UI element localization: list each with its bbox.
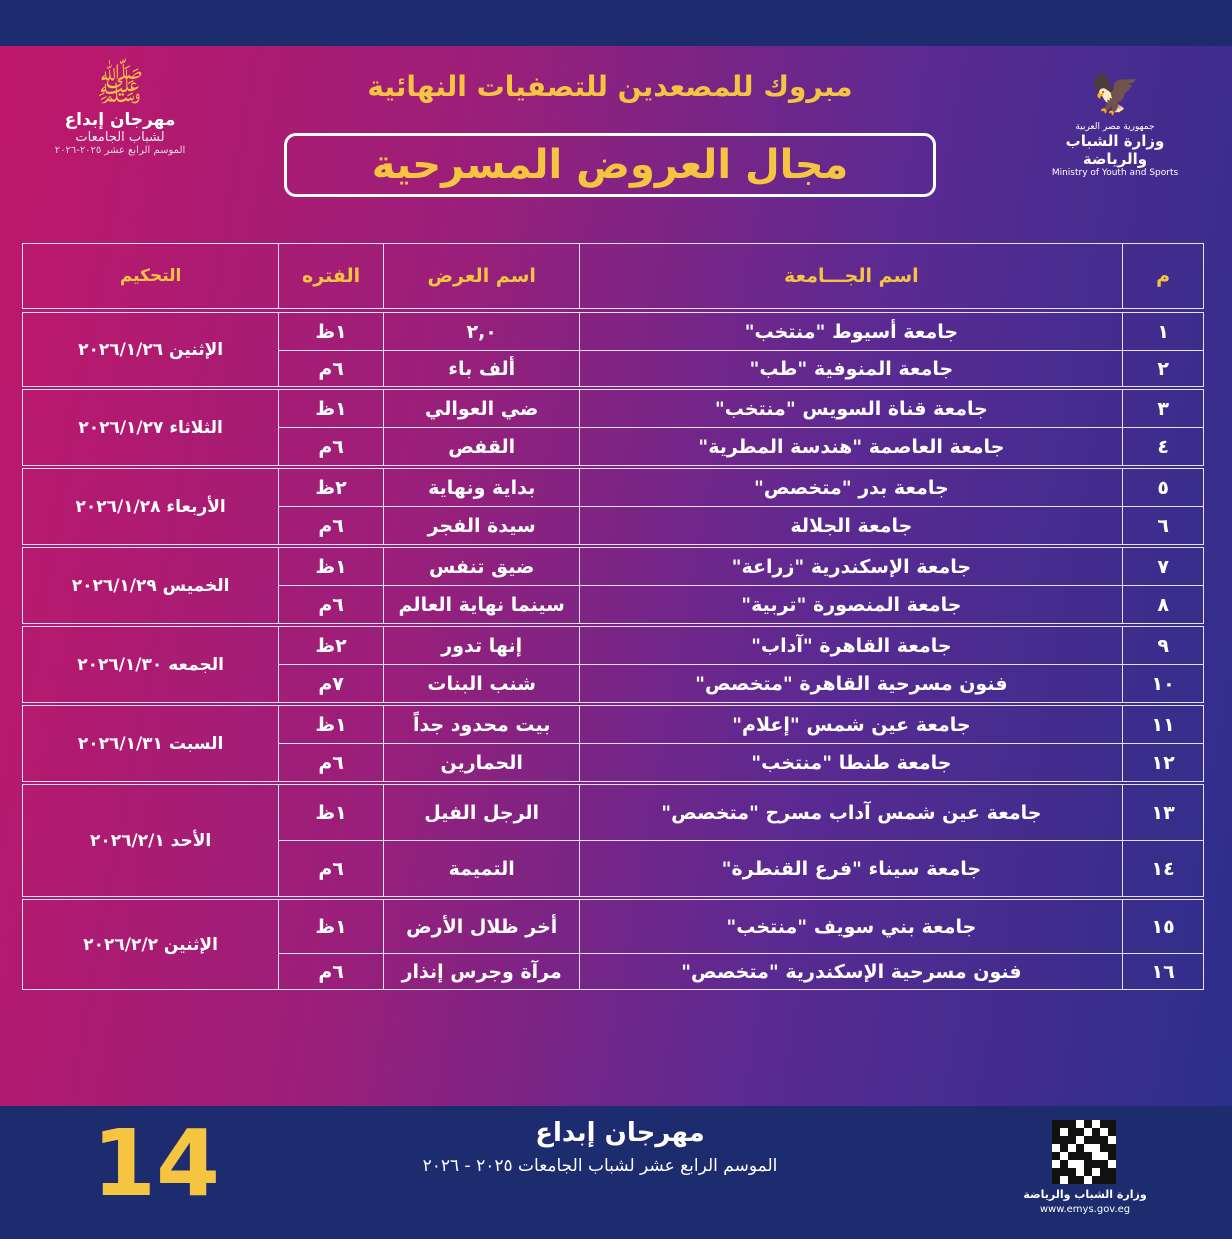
row-university: جامعة بدر "متخصص" (580, 469, 1123, 507)
row-show: سينما نهاية العالم (383, 586, 579, 624)
table-row (23, 706, 1204, 744)
row-num: ٤ (1123, 428, 1204, 466)
row-num: ١٦ (1123, 954, 1204, 990)
qr-caption: وزارة الشباب والرياضة (1023, 1188, 1147, 1201)
row-time: ١ظ (279, 785, 384, 841)
season-number: 14 (92, 1110, 221, 1217)
row-university: جامعة بني سويف "منتخب" (580, 900, 1123, 954)
row-university: جامعة المنوفية "طب" (580, 351, 1123, 387)
row-judging-date: الخميس ٢٠٢٦/١/٢٩ (23, 548, 279, 624)
row-show: سيدة الفجر (383, 507, 579, 545)
footer-title: مهرجان إبداع (535, 1118, 705, 1148)
header-university: اسم الجـــامعة (580, 244, 1123, 309)
row-judging-date: الأربعاء ٢٠٢٦/١/٢٨ (23, 469, 279, 545)
row-judging-date: الجمعه ٢٠٢٦/١/٣٠ (23, 627, 279, 703)
header-judging: التحكيم (23, 244, 279, 309)
row-university: فنون مسرحية القاهرة "متخصص" (580, 665, 1123, 703)
header-show: اسم العرض (383, 244, 579, 309)
row-time: ٢ظ (279, 627, 384, 665)
row-show: بيت محدود جداً (383, 706, 579, 744)
festival-logo (50, 64, 190, 184)
row-university: جامعة القاهرة "آداب" (580, 627, 1123, 665)
row-judging-date: الأحد ٢٠٢٦/٢/١ (23, 785, 279, 897)
row-num: ١ (1123, 313, 1204, 351)
title-box (284, 133, 936, 197)
page-title: مجال العروض المسرحية (371, 142, 849, 188)
row-num: ٣ (1123, 390, 1204, 428)
row-time: ٦م (279, 507, 384, 545)
ministry-country: جمهورية مصر العربية (1075, 122, 1155, 132)
header-num: م (1123, 244, 1204, 309)
row-time: ٦م (279, 954, 384, 990)
schedule-table (22, 243, 1204, 990)
table-header-row (23, 244, 1204, 309)
row-show: بداية ونهاية (383, 469, 579, 507)
festival-logo-season: الموسم الرابع عشر ٢٠٢٥-٢٠٢٦ (54, 145, 186, 156)
row-show: ضي العوالي (383, 390, 579, 428)
ministry-name-en: Ministry of Youth and Sports (1051, 168, 1179, 178)
row-show: القفص (383, 428, 579, 466)
top-band (0, 0, 1232, 46)
row-time: ٦م (279, 744, 384, 782)
row-show: إنها تدور (383, 627, 579, 665)
row-university: فنون مسرحية الإسكندرية "متخصص" (580, 954, 1123, 990)
row-time: ١ظ (279, 390, 384, 428)
row-judging-date: السبت ٢٠٢٦/١/٣١ (23, 706, 279, 782)
table-row (23, 785, 1204, 841)
row-university: جامعة عين شمس آداب مسرح "متخصص" (580, 785, 1123, 841)
row-judging-date: الثلاثاء ٢٠٢٦/١/٢٧ (23, 390, 279, 466)
website-link[interactable]: www.emys.gov.eg (1039, 1204, 1131, 1215)
row-num: ١٠ (1123, 665, 1204, 703)
row-num: ٧ (1123, 548, 1204, 586)
row-university: جامعة الإسكندرية "زراعة" (580, 548, 1123, 586)
row-num: ١٣ (1123, 785, 1204, 841)
row-judging-date: الإثنين ٢٠٢٦/٢/٢ (23, 900, 279, 990)
table-row (23, 627, 1204, 665)
row-num: ٥ (1123, 469, 1204, 507)
row-num: ١٥ (1123, 900, 1204, 954)
row-show: التميمة (383, 841, 579, 897)
row-university: جامعة طنطا "منتخب" (580, 744, 1123, 782)
footer-subtitle: الموسم الرابع عشر لشباب الجامعات ٢٠٢٥ - ٢٠٢٦ (422, 1156, 778, 1176)
ministry-logo (1040, 66, 1190, 186)
table-row (23, 469, 1204, 507)
qr-code-icon[interactable] (1052, 1120, 1116, 1184)
row-show: مرآة وجرس إنذار (383, 954, 579, 990)
row-time: ١ظ (279, 548, 384, 586)
row-university: جامعة قناة السويس "منتخب" (580, 390, 1123, 428)
table-row (23, 548, 1204, 586)
row-university: جامعة العاصمة "هندسة المطرية" (580, 428, 1123, 466)
row-time: ١ظ (279, 900, 384, 954)
row-time: ١ظ (279, 706, 384, 744)
row-num: ٦ (1123, 507, 1204, 545)
row-university: جامعة سيناء "فرع القنطرة" (580, 841, 1123, 897)
row-university: جامعة عين شمس "إعلام" (580, 706, 1123, 744)
table-row (23, 900, 1204, 954)
row-university: جامعة الجلالة (580, 507, 1123, 545)
row-judging-date: الإثنين ٢٠٢٦/١/٢٦ (23, 313, 279, 387)
row-show: ضيق تنفس (383, 548, 579, 586)
row-num: ١٢ (1123, 744, 1204, 782)
row-num: ٩ (1123, 627, 1204, 665)
festival-logo-sub: لشباب الجامعات (75, 130, 165, 145)
row-time: ٧م (279, 665, 384, 703)
row-show: ٢,٠ (383, 313, 579, 351)
row-show: شنب البنات (383, 665, 579, 703)
congrats-heading: مبروك للمصعدين للتصفيات النهائية (367, 70, 853, 103)
row-time: ٦م (279, 841, 384, 897)
row-show: الرجل الفيل (383, 785, 579, 841)
row-time: ٦م (279, 351, 384, 387)
ministry-name-ar: وزارة الشباب والرياضة (1065, 132, 1165, 168)
eagle-icon: 🦅 (1090, 71, 1140, 117)
row-show: الحمارين (383, 744, 579, 782)
table-row (23, 313, 1204, 351)
festival-logo-glyph: ﷺ (95, 64, 145, 110)
row-num: ١٤ (1123, 841, 1204, 897)
row-time: ٦م (279, 586, 384, 624)
row-show: ألف باء (383, 351, 579, 387)
header-time: الفتره (279, 244, 384, 309)
row-num: ١١ (1123, 706, 1204, 744)
row-time: ٢ظ (279, 469, 384, 507)
table-row (23, 390, 1204, 428)
row-time: ١ظ (279, 313, 384, 351)
row-university: جامعة المنصورة "تربية" (580, 586, 1123, 624)
row-time: ٦م (279, 428, 384, 466)
row-num: ٨ (1123, 586, 1204, 624)
row-university: جامعة أسيوط "منتخب" (580, 313, 1123, 351)
row-num: ٢ (1123, 351, 1204, 387)
festival-logo-name: مهرجان إبداع (64, 110, 176, 130)
row-show: أخر ظلال الأرض (383, 900, 579, 954)
